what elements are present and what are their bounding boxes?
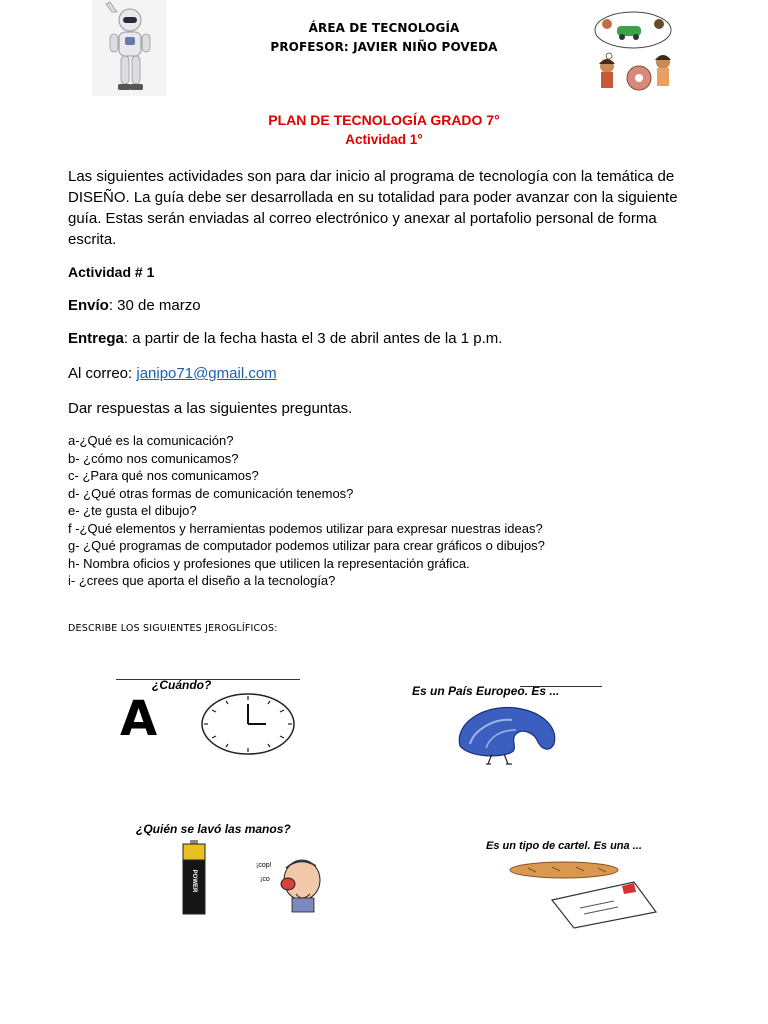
puzzle-caption: ¿Cuándo? [152,678,212,692]
plan-title: PLAN DE TECNOLOGÍA GRADO 7° [268,112,500,128]
sneeze-text-1: ¡cop! [256,862,272,869]
envio-label: Envío [68,297,109,314]
instruction-text: Dar respuestas a las siguientes preguntas. [68,400,353,417]
puzzle-quien [132,820,328,920]
activity-title: Actividad 1° [345,132,423,147]
question-item: f -¿Qué elementos y herramientas podemos utilizar para expresar nuestras ideas? [68,520,543,536]
actividad-heading: Actividad # 1 [68,264,155,280]
intro-paragraph: Las siguientes actividades son para dar inicio al programa de tecnología con la temática de DISEÑO. La guía debe ser desarrollada en su totalidad para poder avanzar con la siguiente guía. Estas serán enviadas al correo electrónico y anexar al portafolio personal de forma escrita. [68,168,678,248]
puzzle-cartel [484,838,662,930]
sneezing-man-icon [270,854,326,914]
question-item: c- ¿Para qué nos comunicamos? [68,468,259,483]
sneeze-text-2: ¡co [260,876,270,883]
puzzle-caption: Es un tipo de cartel. Es una ... [486,840,642,852]
puzzle-cuando [116,676,302,756]
envelope-icon [548,878,660,930]
envio-line [68,295,698,316]
correo-label: Al correo: [68,365,137,382]
jeroglificos-label: DESCRIBE LOS SIGUIENTES JEROGLÍFICOS: [68,623,278,634]
question-item: e- ¿te gusta el dibujo? [68,503,197,518]
letter-a: A [120,691,158,747]
questions-list [68,432,688,590]
question-item: d- ¿Qué otras formas de comunicación tenemos? [68,485,354,501]
profesor-heading: PROFESOR: JAVIER NIÑO POVEDA [270,40,498,54]
battery-label: POWER [191,869,197,893]
question-item: h- Nombra oficios y profesiones que utilicen la representación gráfica. [68,555,470,571]
envio-value: : 30 de marzo [108,297,201,314]
question-item: i- ¿crees que aporta el diseño a la tecnología? [68,573,336,588]
puzzle-caption: ¿Quién se lavó las manos? [136,822,291,836]
email-link[interactable]: janipo71@gmail.com [136,365,277,382]
entrega-label: Entrega [68,330,124,347]
entrega-value: : a partir de la fecha hasta el 3 de abril antes de la 1 p.m. [123,330,503,347]
question-item: a-¿Qué es la comunicación? [68,433,234,448]
wave-icon [446,700,576,768]
question-item: b- ¿cómo nos comunicamos? [68,450,239,466]
correo-line [68,363,698,384]
question-item: g- ¿Qué programas de computador podemos utilizar para crear gráficos o dibujos? [68,538,545,553]
puzzle-pais [410,682,604,768]
puzzle-rule [520,686,602,687]
clock-icon [200,692,296,756]
entrega-line [68,328,698,349]
area-heading: ÁREA DE TECNOLOGÍA [308,21,460,35]
puzzle-caption: Es un País Europeo. Es ... [412,684,560,698]
